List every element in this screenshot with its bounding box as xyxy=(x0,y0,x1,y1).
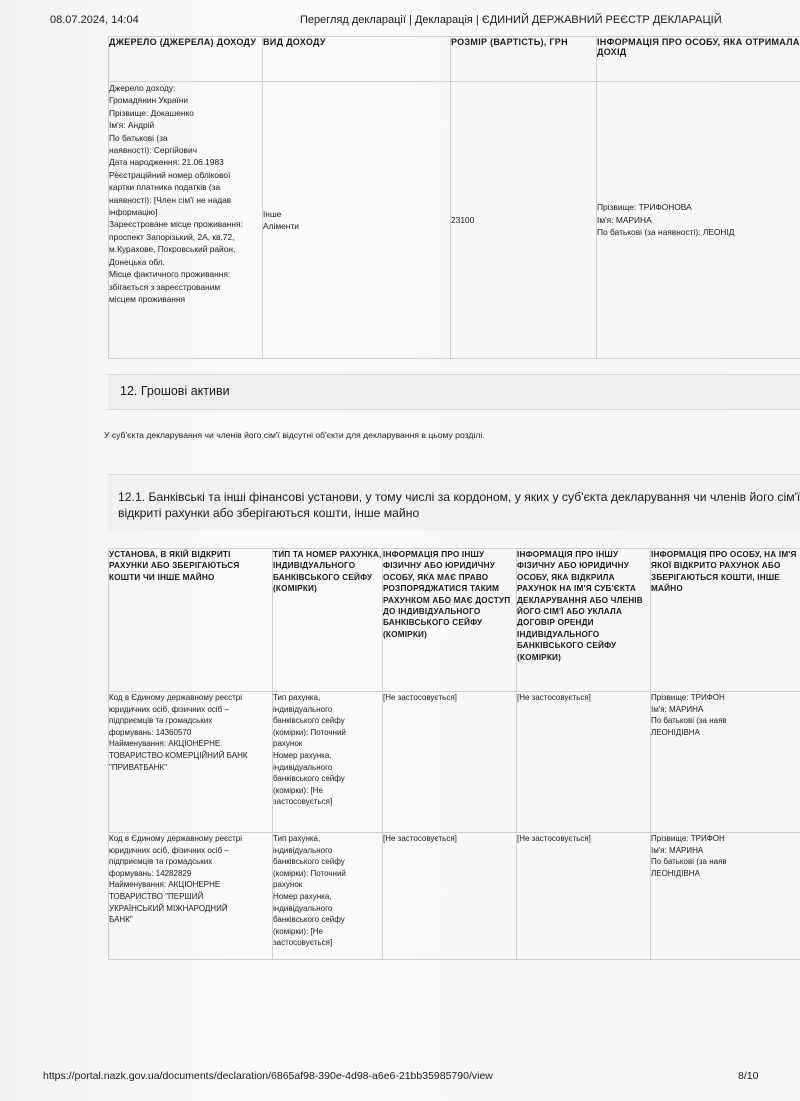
bank-accounts-table xyxy=(108,548,800,960)
col-opener: ІНФОРМАЦІЯ ПРО ІНШУ ФІЗИЧНУ АБО ЮРИДИЧНУ ОСОБУ, ЯКА ВІДКРИЛА РАХУНОК НА ІМ'Я СУБ'ЄКТА ДЕКЛАРУВАННЯ АБО ЧЛЕНІВ ЙОГО СІМ'Ї АБО УКЛАЛА ДОГОВІР ОРЕНДИ ІНДИВІДУАЛЬНОГО БАНКІВСЬКОГО СЕЙФУ (КОМІРКИ) xyxy=(517,549,651,692)
income-table xyxy=(108,36,800,359)
table-row xyxy=(109,833,800,960)
income-type-cell: Інше Аліменти xyxy=(263,82,451,359)
income-recipient-cell: Прізвище: ТРИФОНОВА Ім'я: МАРИНА По батькові (за наявності): ЛЕОНІД xyxy=(597,82,800,359)
section-12-title: 12. Грошові активи xyxy=(120,384,230,398)
account-type-cell: Тип рахунка, індивідуального банківського сейфу (комірки): Поточний рахунок Номер рахунка, індивідуального банківського сейфу (комірки): [Не застосовується] xyxy=(273,833,383,960)
col-institution: УСТАНОВА, В ЯКІЙ ВІДКРИТІ РАХУНКИ АБО ЗБЕРІГАЮТЬСЯ КОШТИ ЧИ ІНШЕ МАЙНО xyxy=(109,549,273,692)
col-account-type: ТИП ТА НОМЕР РАХУНКА, ІНДИВІДУАЛЬНОГО БАНКІВСЬКОГО СЕЙФУ (КОМІРКИ) xyxy=(273,549,383,692)
footer-url: https://portal.nazk.gov.ua/documents/declaration/6865af98-390e-4d98-a6e6-21bb35985790/view xyxy=(43,1070,493,1082)
page-title: Перегляд декларації | Декларація | ЄДИНИЙ ДЕРЖАВНИЙ РЕЄСТР ДЕКЛАРАЦІЙ xyxy=(300,14,722,26)
owner-cell: Прізвище: ТРИФОН Ім'я: МАРИНА По батькові (за наяв ЛЕОНІДІВНА xyxy=(651,692,800,833)
col-income-source: ДЖЕРЕЛО (ДЖЕРЕЛА) ДОХОДУ xyxy=(109,37,263,82)
table-row xyxy=(109,692,800,833)
col-income-type: ВИД ДОХОДУ xyxy=(263,37,451,82)
institution-cell: Код в Єдиному державному реєстрі юридичних осіб, фізичних осіб – підприємців та громадських формувань: 14282829 Найменування: АКЦІОНЕРНЕ ТОВАРИСТВО "ПЕРШИЙ УКРАЇНСЬКИЙ МІЖНАРОДНИЙ БАНК" xyxy=(109,833,273,960)
section-12-1-header xyxy=(108,474,800,531)
income-source-cell: Джерело доходу: Громадянин України Прізвище: Докашенко Ім'я: Андрій По батькові (за наявності): Сергійович Дата народження: 21.06.1983 Реєстраційний номер облікової картки платника податків (за наявності): [Член сім'ї не надав інформацію] Зареєстроване місце проживання: проспект Запорізький, 2А, кв.72, м.Курахове, Покровський район, Донецька обл. Місце фактичного проживання: збігається з зареєстрованим місцем проживання xyxy=(109,82,263,359)
disposer-cell: [Не застосовується] xyxy=(383,833,517,960)
account-type-cell: Тип рахунка, індивідуального банківського сейфу (комірки): Поточний рахунок Номер рахунка, індивідуального банківського сейфу (комірки): [Не застосовується] xyxy=(273,692,383,833)
opener-cell: [Не застосовується] xyxy=(517,692,651,833)
col-income-amount: РОЗМІР (ВАРТІСТЬ), ГРН xyxy=(451,37,597,82)
page-number: 8/10 xyxy=(738,1070,759,1082)
table-row xyxy=(109,82,800,359)
disposer-cell: [Не застосовується] xyxy=(383,692,517,833)
opener-cell: [Не застосовується] xyxy=(517,833,651,960)
section-12-note: У суб'єкта декларування чи членів його сім'ї відсутні об'єкти для декларування в цьому розділі. xyxy=(104,430,485,440)
col-disposer: ІНФОРМАЦІЯ ПРО ІНШУ ФІЗИЧНУ АБО ЮРИДИЧНУ ОСОБУ, ЯКА МАЄ ПРАВО РОЗПОРЯДЖАТИСЯ ТАКИМ РАХУНКОМ АБО МАЄ ДОСТУП ДО ІНДИВІДУАЛЬНОГО БАНКІВСЬКОГО СЕЙФУ (КОМІРКИ) xyxy=(383,549,517,692)
owner-cell: Прізвище: ТРИФОН Ім'я: МАРИНА По батькові (за наяв ЛЕОНІДІВНА xyxy=(651,833,800,960)
col-owner: ІНФОРМАЦІЯ ПРО ОСОБУ, НА ІМ'Я ЯКОЇ ВІДКРИТО РАХУНОК АБО ЗБЕРІГАЮТЬСЯ КОШТИ, ІНШЕ МАЙНО xyxy=(651,549,800,692)
institution-cell: Код в Єдиному державному реєстрі юридичних осіб, фізичних осіб – підприємців та громадських формувань: 14360570 Найменування: АКЦІОНЕРНЕ ТОВАРИСТВО КОМЕРЦІЙНИЙ БАНК "ПРИВАТБАНК" xyxy=(109,692,273,833)
print-timestamp: 08.07.2024, 14:04 xyxy=(50,14,139,26)
col-income-recipient: ІНФОРМАЦІЯ ПРО ОСОБУ, ЯКА ОТРИМАЛА ДОХІД xyxy=(597,37,800,82)
bleed-through-text: . xyxy=(560,91,562,98)
section-12-1-title: 12.1. Банківські та інші фінансові установи, у тому числі за кордоном, у яких у суб'єкта декларування чи членів його сім'ї відкриті рахунки або зберігаються кошти, інше майно xyxy=(118,490,800,520)
income-amount-cell: 23100 xyxy=(451,82,597,359)
section-12-header xyxy=(108,374,800,410)
